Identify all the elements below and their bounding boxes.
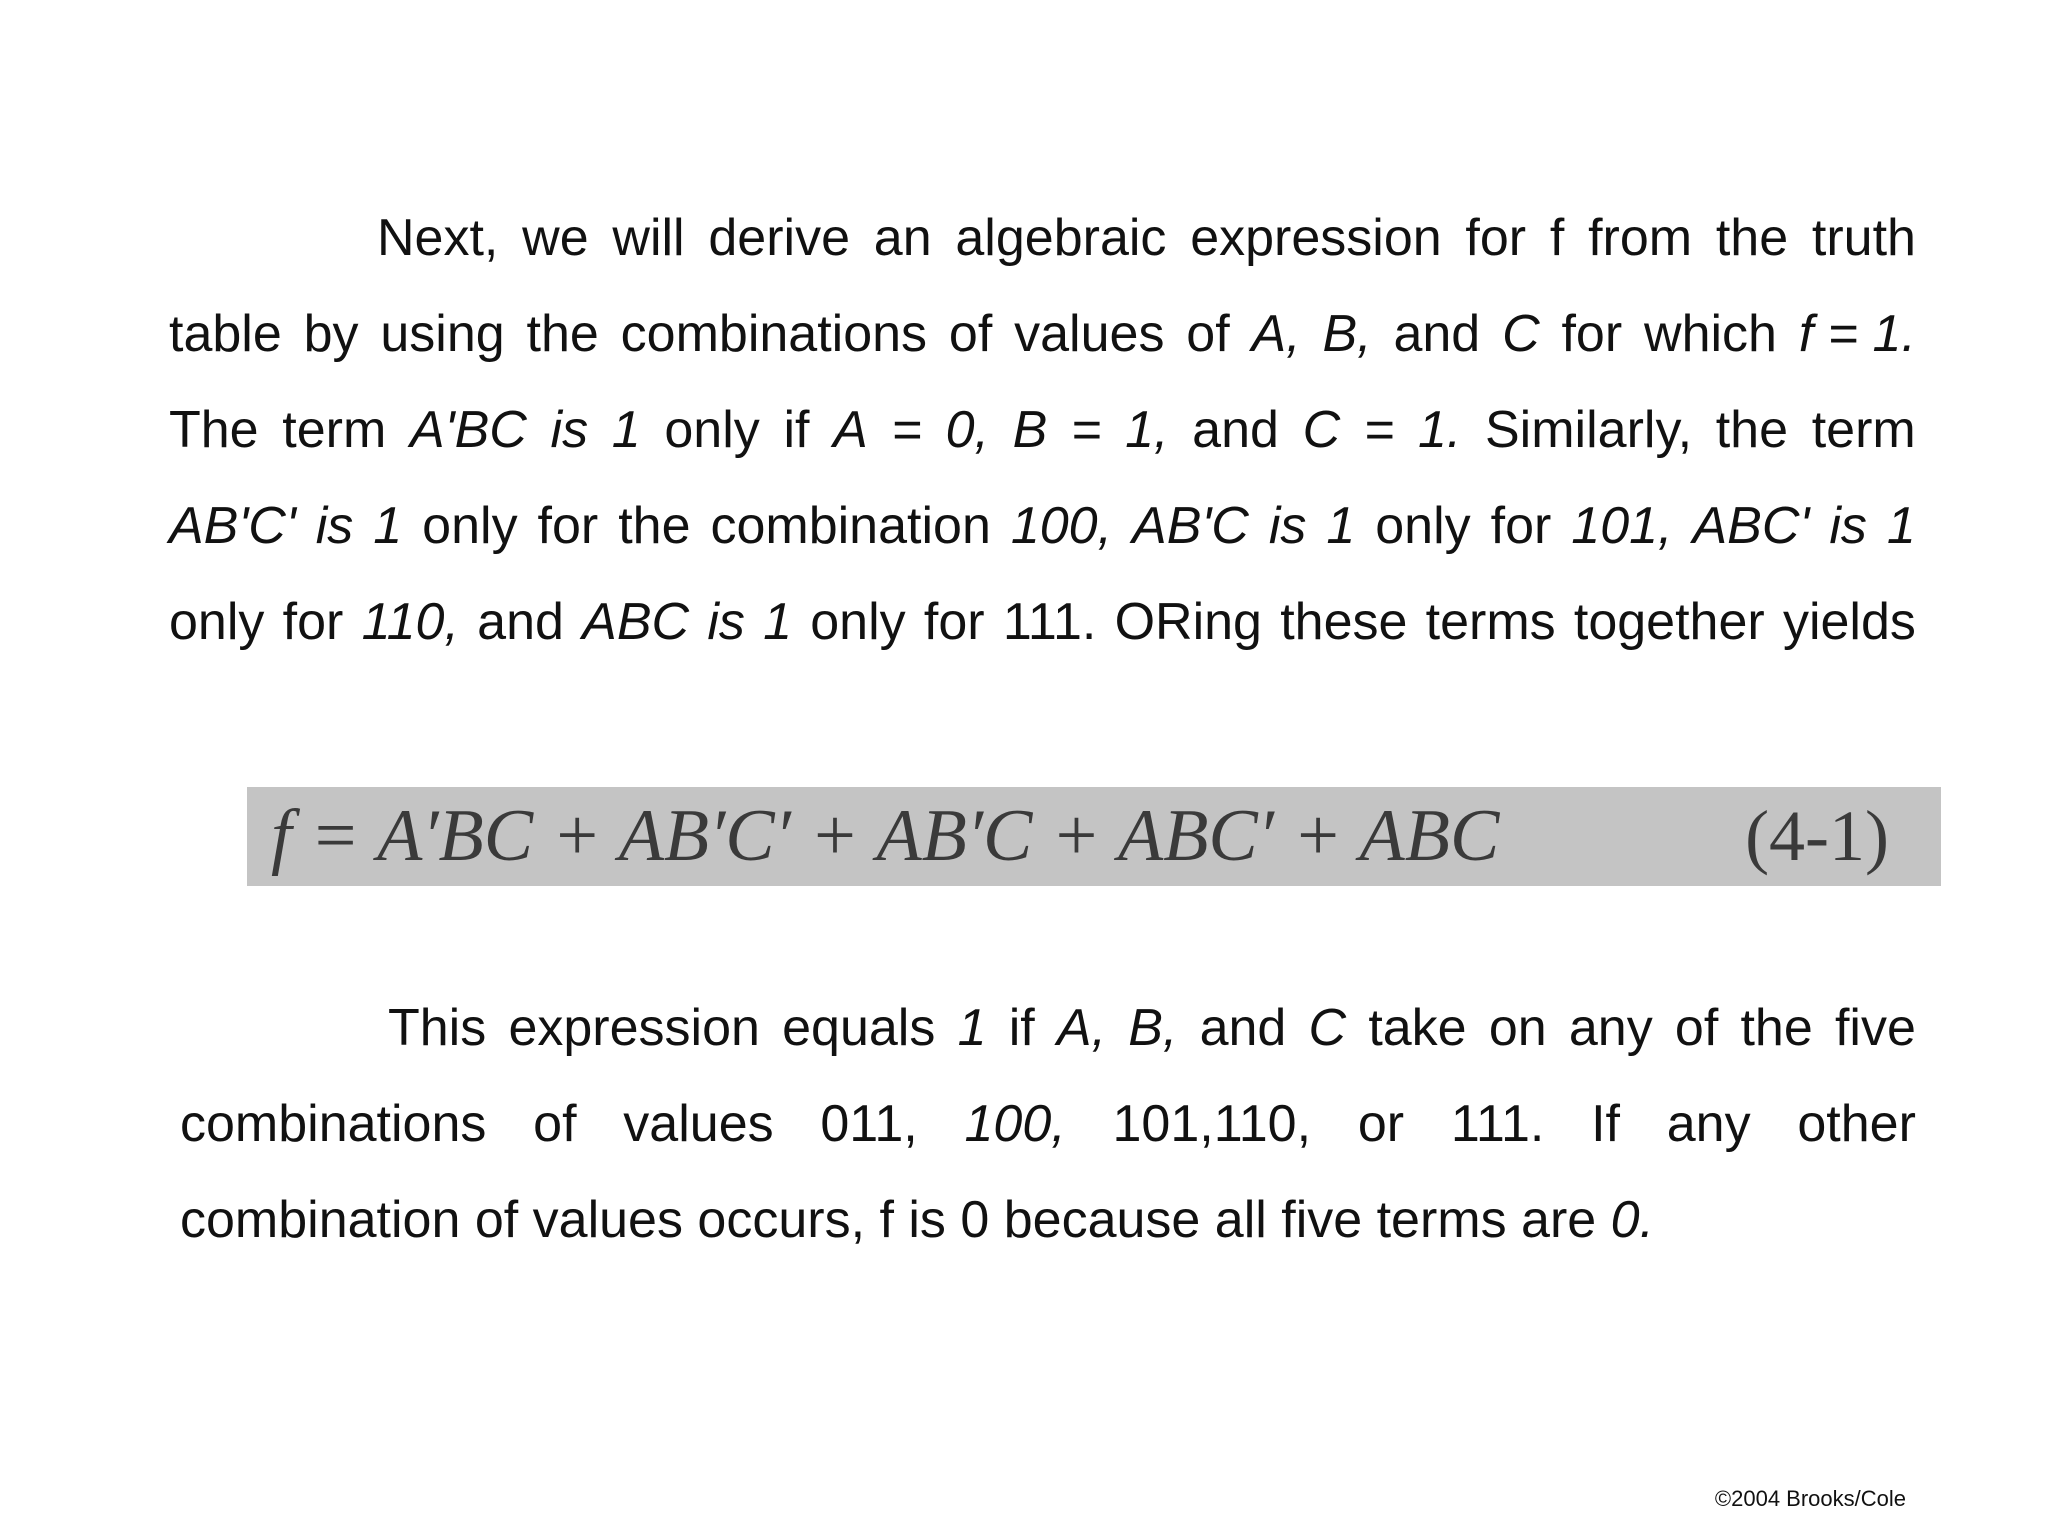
- word: only: [664, 401, 760, 459]
- word: is: [550, 401, 589, 459]
- word: 110,: [361, 593, 459, 651]
- word: which: [1644, 305, 1777, 363]
- word: ABC': [1692, 497, 1810, 555]
- word: Next,: [377, 209, 499, 267]
- copyright-notice: ©2004 Brooks/Cole: [1714, 1486, 1906, 1511]
- word: only: [169, 593, 265, 651]
- word: 1,: [1125, 401, 1169, 459]
- word: 1: [1886, 497, 1916, 555]
- word: only: [422, 497, 518, 555]
- paragraph-1: [169, 190, 1916, 670]
- word: C: [1302, 401, 1341, 459]
- word: table: [169, 305, 282, 363]
- word: the: [1740, 999, 1813, 1057]
- word: for: [1490, 497, 1552, 555]
- word: ABC: [582, 593, 690, 651]
- word: truth: [1811, 209, 1916, 267]
- word: B,: [1322, 305, 1372, 363]
- word: any: [1666, 1095, 1751, 1153]
- word: terms: [1425, 593, 1556, 651]
- word: This: [388, 999, 487, 1057]
- word: is: [315, 497, 354, 555]
- word: f: [1549, 209, 1565, 267]
- paragraph-1-line-2: [169, 286, 1916, 382]
- word: of: [948, 305, 993, 363]
- word: ORing: [1114, 593, 1262, 651]
- word: five: [1834, 999, 1916, 1057]
- word: the: [1715, 209, 1789, 267]
- paragraph-2: [180, 980, 1916, 1268]
- paragraph-1-line-1: [169, 190, 1916, 286]
- word: using: [380, 305, 505, 363]
- word: 1.: [1417, 401, 1462, 459]
- word: by: [303, 305, 359, 363]
- word: expression: [508, 999, 760, 1057]
- word: only: [810, 593, 906, 651]
- word: A,: [1251, 305, 1301, 363]
- word: C: [1308, 999, 1347, 1057]
- equation-box: [247, 787, 1941, 886]
- word: and: [1199, 999, 1287, 1057]
- paragraph-2-line-3: [180, 1172, 1916, 1268]
- word: term: [282, 401, 387, 459]
- paragraph-2-line-2: [180, 1076, 1916, 1172]
- equation-number: (4-1): [1745, 796, 1889, 876]
- word: and: [1192, 401, 1279, 459]
- word: for: [1465, 209, 1527, 267]
- word: yields: [1782, 593, 1916, 651]
- paragraph-1-line-3: [169, 382, 1916, 478]
- word: A'BC: [409, 401, 527, 459]
- word: 1: [373, 497, 403, 555]
- word: algebraic: [955, 209, 1167, 267]
- word: values: [1014, 305, 1165, 363]
- word: if: [1008, 999, 1035, 1057]
- word: the: [618, 497, 691, 555]
- word: of: [1186, 305, 1230, 363]
- word: these: [1280, 593, 1408, 651]
- word: =: [891, 401, 922, 459]
- word: for: [1561, 305, 1623, 363]
- word: we: [522, 209, 589, 267]
- paragraph-1-line-4: [169, 478, 1916, 574]
- word: for: [282, 593, 344, 651]
- word: C: [1502, 305, 1540, 363]
- word: 0.: [1610, 1191, 1655, 1249]
- word: 111.: [1002, 593, 1097, 651]
- word: and: [1393, 305, 1481, 363]
- word: AB'C': [169, 497, 296, 555]
- word: 101,110,: [1112, 1095, 1312, 1153]
- word: if: [783, 401, 810, 459]
- word: of: [533, 1095, 577, 1153]
- word: AB'C: [1132, 497, 1249, 555]
- line-text: combination of values occurs, f is 0 because all five terms are: [180, 1191, 1597, 1249]
- word: 100,: [964, 1095, 1066, 1153]
- word: together: [1573, 593, 1765, 651]
- equation-text: f = A′BC + AB′C′ + AB′C + ABC′ + ABC: [271, 795, 1500, 877]
- word: 011,: [820, 1095, 918, 1153]
- word: the: [1715, 401, 1789, 459]
- word: the: [526, 305, 599, 363]
- word: an: [873, 209, 932, 267]
- word: =: [1071, 401, 1102, 459]
- word: 1: [763, 593, 793, 651]
- word: f = 1.: [1798, 305, 1916, 363]
- word: for: [923, 593, 985, 651]
- word: 1: [957, 999, 987, 1057]
- word: take: [1368, 999, 1467, 1057]
- word: for: [537, 497, 599, 555]
- word: any: [1568, 999, 1653, 1057]
- word: only: [1375, 497, 1471, 555]
- word: on: [1488, 999, 1547, 1057]
- word: combinations: [620, 305, 928, 363]
- word: expression: [1190, 209, 1442, 267]
- word: =: [1363, 401, 1395, 459]
- word: is: [1829, 497, 1867, 555]
- word: Similarly,: [1485, 401, 1693, 459]
- word: and: [477, 593, 564, 651]
- word: If: [1591, 1095, 1620, 1153]
- word: 1: [611, 401, 641, 459]
- word: A,: [1056, 999, 1107, 1057]
- paragraph-2-line-1: [180, 980, 1916, 1076]
- word: B: [1012, 401, 1048, 459]
- word: values: [623, 1095, 774, 1153]
- word: of: [1674, 999, 1719, 1057]
- word: 0,: [945, 401, 989, 459]
- word: 101,: [1571, 497, 1673, 555]
- word: 1: [1326, 497, 1356, 555]
- word: combinations: [180, 1095, 487, 1153]
- word: equals: [782, 999, 936, 1057]
- word: A: [833, 401, 868, 459]
- word: 100,: [1010, 497, 1113, 555]
- word: from: [1588, 209, 1693, 267]
- word: is: [1268, 497, 1307, 555]
- word: The: [169, 401, 259, 459]
- word: other: [1797, 1095, 1916, 1153]
- word: 111.: [1450, 1095, 1545, 1153]
- word: is: [707, 593, 745, 651]
- word: or: [1357, 1095, 1405, 1153]
- word: will: [612, 209, 685, 267]
- word: combination: [710, 497, 991, 555]
- paragraph-1-line-5: [169, 574, 1916, 670]
- word: term: [1811, 401, 1916, 459]
- word: B,: [1128, 999, 1178, 1057]
- word: derive: [708, 209, 851, 267]
